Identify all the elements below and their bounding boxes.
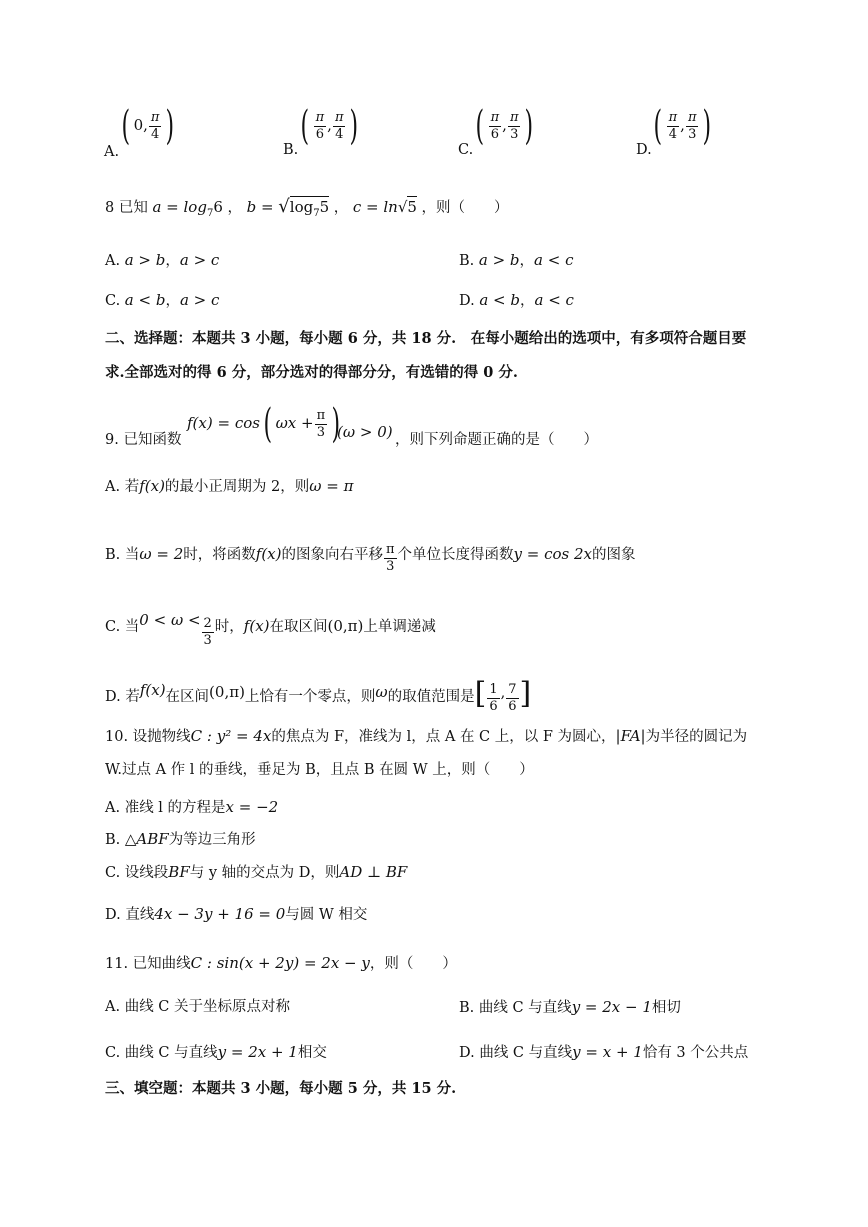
q9-option-d-label: D. 若 <box>105 689 140 705</box>
q8-number: 8 <box>105 200 115 216</box>
q9-option-d-d2: 6 <box>508 699 517 714</box>
q8-b-sqrt <box>289 196 330 219</box>
q9-option-c-cond: 0 < ω < <box>139 611 201 629</box>
q9-option-a-text: 的最小正周期为 2，则 <box>164 479 310 495</box>
q10-option-d-expr: 4x − 3y + 16 = 0 <box>154 905 286 923</box>
q7-option-c-math: ( $\frac{\pi}{6}$ , $\frac{\pi}{3}$ ) <box>475 103 534 149</box>
q8-b-sub: 7 <box>313 208 320 219</box>
q9-option-c-t3: 上单调递减 <box>363 619 436 635</box>
q11-option-c-text1: C. 曲线 C 与直线 <box>105 1045 218 1061</box>
q10-stem-line2: W.过点 A 作 l 的垂线，垂足为 B，且点 B 在圆 W 上，则（ ） <box>105 762 534 778</box>
q9-option-c-num: 2 <box>203 616 212 631</box>
q10-option-d-text2: 与圆 W 相交 <box>285 907 368 923</box>
q9-option-d-w: ω <box>375 683 388 701</box>
q9-option-d-t2: 上恰有一个零点，则 <box>244 689 376 705</box>
q11-curve: C : sin(x + 2y) = 2x − y <box>190 954 370 972</box>
q10-text-c: 为半径的圆记为 <box>645 729 748 745</box>
q8-option-d-expr1: a < b <box>479 291 520 309</box>
q11-suffix: ，则（ ） <box>369 956 457 972</box>
q9-option-b-pi: π <box>385 542 395 557</box>
q9-option-c-t1: 时， <box>214 619 244 635</box>
q9-den: 3 <box>316 424 325 440</box>
q9-option-d-t3: 的取值范围是 <box>387 689 475 705</box>
exam-page: A. ( 0, $\frac{\pi}{4}$ ) B. ( $\frac{\pi}{6}$ , $\frac{\pi}{4}$ ) C. ( $\frac{\pi}{6}$ , $\frac{\pi}{3}$ ) D. ( $\frac{\pi}{4}$ , $\frac{\pi}{3}$ ) 8 已知 $a = \log_76$ ， $b = √\log_75$ ， c = ln√5 ，则（ ） A. a > b，a > c B. a > b，a < c C. a < b，a > c D. a < b，a < c 二、选择题：本题共 3 小题，每小题 6 分，共 18 分. 在每小题给出的选项中，有多项符合题目要 求.全部选对的得 6 分，部分选对的得部分分，有选错的得 0 分. 9. 已知函数 f(x) = cos( ωx + $\frac{\pi}{3}$ ) (ω > 0) ，则下列命题正确的是（ ） A. 若f(x)的最小正周期为 2，则ω = π B. 当ω = 2时，将函数f(x)的图象向右平移 $\frac{\pi}{3}$ 个单位长度得函数y = cos 2x的图象 C. 当0 < ω < $\frac{2}{3}$ 时，f(x)在取区间(0,π)上单调递减 D. 若f(x)在区间(0,π)上恰有一个零点，则ω的取值范围是[ $\frac{1}{6}$ , $\frac{7}{6}$ ] 10. 设抛物线C : y² = 4x的焦点为 F，准线为 l，点 A 在 C 上，以 F 为圆心，|FA|为半径的圆记为 W.过点 A 作 l 的垂线，垂足为 B，且点 B 在圆 W 上，则（ ） A. 准线 l 的方程是x = −2 B. △ABF为等边三角形 C. 设线段BF与 y 轴的交点为 D，则AD ⊥ BF D. 直线4x − 3y + 16 = 0与圆 W 相交 11. 已知曲线C : sin(x + 2y) = 2x − y，则（ ） A. 曲线 C 关于坐标原点对称 B. 曲线 C 与直线y = 2x − 1相切 C. 曲线 C 与直线y = 2x + 1相交 D. 曲线 C 与直线y = x + 1恰有 3 个公共点 三、填空题：本题共 3 小题，每小题 5 分，共 15 分. <box>104 103 749 1097</box>
q8-option-b-expr2: a < c <box>534 251 574 269</box>
q10-option-a <box>105 797 278 818</box>
q11-option-c-expr: y = 2x + 1 <box>217 1043 298 1061</box>
q10-option-c-bf: BF <box>168 863 190 881</box>
q8-option-a-expr1: a > b <box>124 251 166 269</box>
q9-option-c-t2: 在取区间 <box>269 619 328 635</box>
q8-option-c-expr1: a < b <box>124 291 166 309</box>
q8-suffix: ，则（ ） <box>421 200 509 216</box>
q9-cond: (ω > 0) <box>337 423 393 441</box>
q11-stem <box>105 953 457 974</box>
q8-option-c-label: C. <box>105 293 121 309</box>
q9-option-a <box>105 476 353 497</box>
q9-number: 9. 已知函数 <box>105 432 182 448</box>
q8-a-expr: a = log <box>152 198 207 216</box>
q10-option-d-text1: D. 直线 <box>105 907 155 923</box>
q9-option-d-t1: 在区间 <box>165 689 210 705</box>
q8-option-b-expr1: a > b <box>478 251 520 269</box>
q11-option-c <box>105 1042 327 1063</box>
q8-a-sub: 7 <box>206 207 214 219</box>
q10-option-b-text: 为等边三角形 <box>168 832 256 848</box>
q11-option-b-expr: y = 2x − 1 <box>571 998 652 1016</box>
q11-option-a <box>105 997 290 1017</box>
q9-option-b-t1: 时，将函数 <box>183 547 256 563</box>
q7-option-a-label: A. <box>104 144 120 160</box>
q11-option-a-text: A. 曲线 C 关于坐标原点对称 <box>105 999 291 1015</box>
q7-option-b-label: B. <box>283 142 299 158</box>
q10-fa: |FA| <box>615 727 646 745</box>
q8-b-log: log <box>289 198 314 216</box>
q11-option-d-text1: D. 曲线 C 与直线 <box>459 1045 573 1061</box>
section2-heading-line2: 求.全部选对的得 6 分，部分选对的得部分分，有选错的得 0 分. <box>105 364 518 381</box>
q9-option-c-den: 3 <box>203 633 212 648</box>
q7-option-a-math: ( 0, $\frac{\pi}{4}$ ) <box>121 103 175 149</box>
q8-option-d: D. a < b，a < c <box>459 291 574 309</box>
q9-function: f(x) = cos( ωx + $\frac{\pi}{3}$ ) <box>187 401 341 447</box>
q10-option-c-text1: C. 设线段 <box>105 865 169 881</box>
q8-prefix: 已知 <box>118 200 148 216</box>
q10-stem-line1 <box>105 726 747 747</box>
q7-option-b-math: ( $\frac{\pi}{6}$ , $\frac{\pi}{4}$ ) <box>300 103 359 149</box>
q8-option-d-expr2: a < c <box>534 291 574 309</box>
q9-option-a-label: A. 若 <box>105 479 140 495</box>
section3-heading: 三、填空题：本题共 3 小题，每小题 5 分，共 15 分. <box>105 1080 457 1097</box>
q9-option-b-t3: 个单位长度得函数 <box>397 547 514 563</box>
q8-c-arg: 5 <box>407 198 417 216</box>
q10-option-b-label: B. <box>105 832 121 848</box>
q9-option-b-t4: 的图象 <box>592 547 636 563</box>
q8-option-c-expr2: a > c <box>179 291 220 309</box>
q10-curve: C : y² = 4x <box>190 727 272 745</box>
q8-option-b-label: B. <box>459 253 475 269</box>
q9-arg-left: ωx + <box>275 414 314 432</box>
q9-func: f(x) = cos <box>187 414 260 432</box>
q9-option-b-g: y = cos 2x <box>513 545 593 563</box>
q11-option-b-text2: 相切 <box>651 1000 681 1016</box>
q11-option-c-text2: 相交 <box>297 1045 327 1061</box>
q11-prefix: 11. 已知曲线 <box>105 956 191 972</box>
q9-option-a-f: f(x) <box>139 477 165 495</box>
q11-option-d <box>459 1042 748 1063</box>
q11-option-d-text2: 恰有 3 个公共点 <box>642 1045 749 1061</box>
q10-option-c <box>105 862 407 883</box>
q9-suffix: ，则下列命题正确的是（ ） <box>395 432 598 448</box>
q9-option-d-f: f(x) <box>139 681 166 699</box>
q10-text-b: 的焦点为 F，准线为 l，点 A 在 C 上，以 F 为圆心， <box>271 729 616 745</box>
q11-option-b-text1: B. 曲线 C 与直线 <box>459 1000 572 1016</box>
q10-prefix: 10. 设抛物线 <box>105 729 191 745</box>
q8-option-a-label: A. <box>105 253 121 269</box>
q8-c-expr: c = ln <box>352 198 398 216</box>
q11-option-b <box>459 997 681 1018</box>
q9-option-c-label: C. 当 <box>105 619 140 635</box>
q10-option-a-expr: x = −2 <box>225 798 279 816</box>
q10-option-c-expr: AD ⊥ BF <box>339 863 408 881</box>
q9-option-b-f: f(x) <box>255 545 282 563</box>
q7-option-c-label: C. <box>458 142 474 158</box>
q8-b-expr: b = <box>246 198 279 216</box>
q9-option-c-interval: (0,π) <box>327 617 364 635</box>
q7-option-d-math: ( $\frac{\pi}{4}$ , $\frac{\pi}{3}$ ) <box>653 103 712 149</box>
q10-option-b <box>105 829 256 850</box>
q8-b-arg: 5 <box>319 198 330 216</box>
q8-option-a: A. a > b，a > c <box>105 251 220 269</box>
q10-option-b-expr: △ABF <box>124 830 169 848</box>
q8-option-b: B. a > b，a < c <box>459 251 574 269</box>
q9-option-b-t2: 的图象向右平移 <box>281 547 383 563</box>
q9-option-d-d1: 6 <box>489 699 498 714</box>
q9-option-d-n1: 1 <box>489 682 498 697</box>
q11-option-d-expr: y = x + 1 <box>572 1043 643 1061</box>
q9-pi: π <box>316 407 326 423</box>
q10-option-a-text: A. 准线 l 的方程是 <box>105 800 226 816</box>
q8-stem: 8 已知 $a = \log_76$ ， $b = √\log_75$ ， c = ln√5 ，则（ ） <box>105 196 509 219</box>
q10-option-c-text2: 与 y 轴的交点为 D，则 <box>189 865 340 881</box>
q9-option-c-f: f(x) <box>243 617 270 635</box>
q9-option-b-label: B. 当 <box>105 547 140 563</box>
q8-a-arg: 6 <box>213 198 223 216</box>
q8-option-d-label: D. <box>459 293 475 309</box>
q9-option-d-interval: (0,π) <box>209 683 245 701</box>
q8-option-a-expr2: a > c <box>179 251 220 269</box>
section2-heading-line1: 二、选择题：本题共 3 小题，每小题 6 分，共 18 分. 在每小题给出的选项中，有多项符合题目要 <box>105 330 747 347</box>
q8-option-c: C. a < b，a > c <box>105 291 220 309</box>
q7-option-d-label: D. <box>636 142 652 158</box>
q9-option-d-n2: 7 <box>508 682 517 697</box>
q9-option-b-den: 3 <box>386 559 395 574</box>
q9-option-b-cond: ω = 2 <box>139 545 184 563</box>
q10-option-d <box>105 904 367 925</box>
q9-option-a-expr: ω = π <box>309 477 354 495</box>
